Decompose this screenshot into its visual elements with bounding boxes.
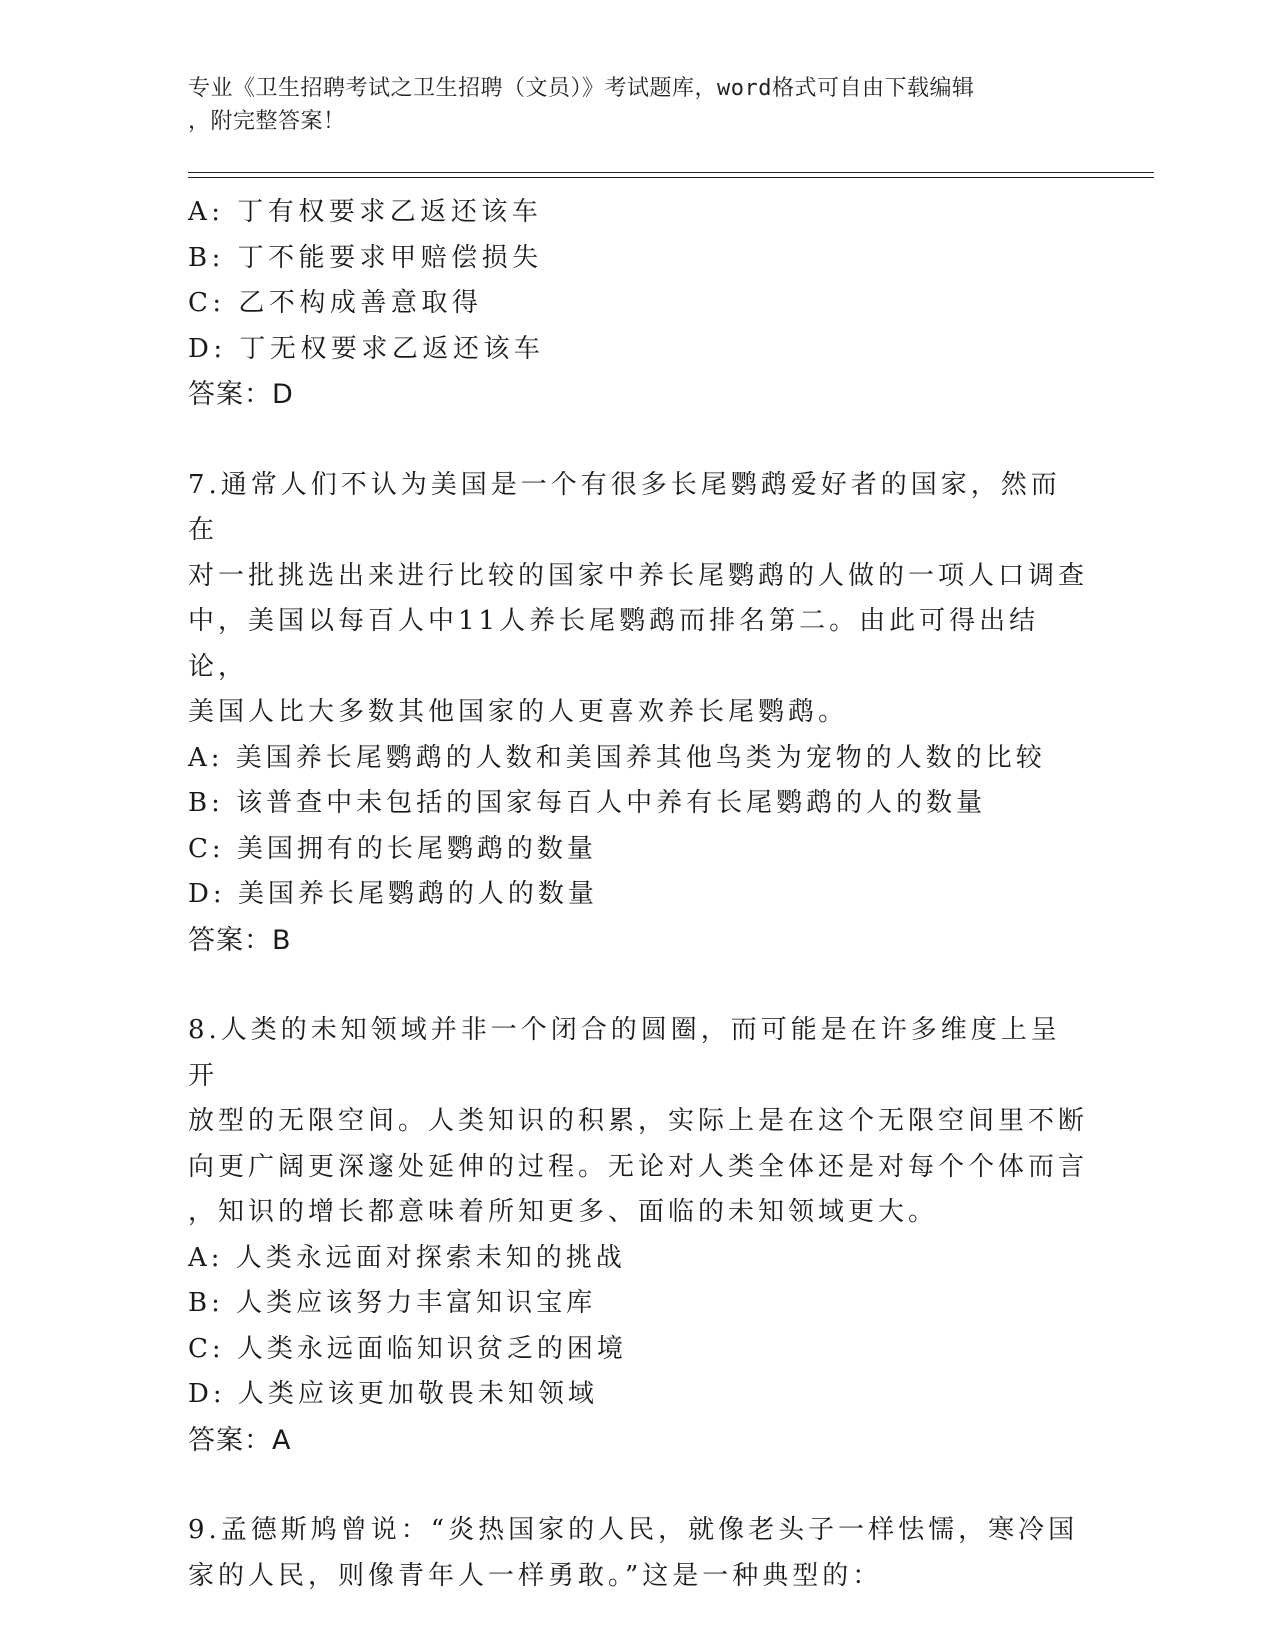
option-d: D: 丁无权要求乙返还该车 [188,333,545,364]
answer-line: 答案：A [188,1424,292,1456]
spacer [188,418,1088,463]
question-text-line: 家的人民，则像青年人一样勇敢。”这是一种典型的： [188,1560,883,1591]
option-b: B: 人类应该努力丰富知识宝库 [188,1288,597,1318]
question-text-line: 对一批挑选出来进行比较的国家中养长尾鹦鹉的人做的一项人口调查 [188,560,1089,591]
question-text-line: 8.人类的未知领域并非一个闭合的圆圈，而可能是在许多维度上呈开 [188,1015,1061,1091]
question-block-6 [188,190,1088,418]
answer-line: 答案：B [188,924,292,956]
spacer [188,963,1088,1008]
option-b: B: 丁不能要求甲赔偿损失 [188,242,543,273]
answer-line: 答案：D [188,379,294,410]
option-c: C: 人类永远面临知识贫乏的困境 [188,1333,627,1364]
option-b: B: 该普查中未包括的国家每百人中养有长尾鹦鹉的人的数量 [188,788,987,818]
option-a: A: 丁有权要求乙返还该车 [188,197,543,227]
question-block-9 [188,1508,1088,1599]
question-block-8 [188,1008,1088,1463]
question-text-line: ，知识的增长都意味着所知更多、面临的未知领域更大。 [188,1197,939,1227]
option-d: D: 人类应该更加敬畏未知领域 [188,1379,598,1409]
question-text-line: 9.孟德斯鸠曾说：“炎热国家的人民，就像老头子一样怯懦，寒冷国 [188,1515,1079,1545]
header-rule-bottom [188,177,1154,178]
question-list [188,190,1088,1599]
option-c: C: 乙不构成善意取得 [188,288,483,318]
page-header [188,72,1068,138]
question-text-line: 向更广阔更深邃处延伸的过程。无论对人类全体还是对每个个体而言 [188,1151,1089,1182]
header-rule-top [188,172,1154,173]
question-block-7 [188,463,1088,964]
question-text-line: 美国人比大多数其他国家的人更喜欢养长尾鹦鹉。 [188,697,849,727]
option-c: C: 美国拥有的长尾鹦鹉的数量 [188,833,597,864]
option-a: A: 人类永远面对探索未知的挑战 [188,1242,626,1273]
question-text-line: 7.通常人们不认为美国是一个有很多长尾鹦鹉爱好者的国家，然而在 [188,469,1061,545]
spacer [188,1463,1088,1508]
question-text-line: 放型的无限空间。人类知识的积累，实际上是在这个无限空间里不断 [188,1106,1089,1136]
header-line-2: ，附完整答案！ [188,109,346,134]
question-text-line: 中，美国以每百人中11人养长尾鹦鹉而排名第二。由此可得出结论， [188,606,1040,682]
header-line-1: 专业《卫生招聘考试之卫生招聘（文员）》考试题库，word格式可自由下载编辑 [188,76,975,101]
option-a: A: 美国养长尾鹦鹉的人数和美国养其他鸟类为宠物的人数的比较 [188,742,1046,773]
option-d: D: 美国养长尾鹦鹉的人的数量 [188,879,598,909]
